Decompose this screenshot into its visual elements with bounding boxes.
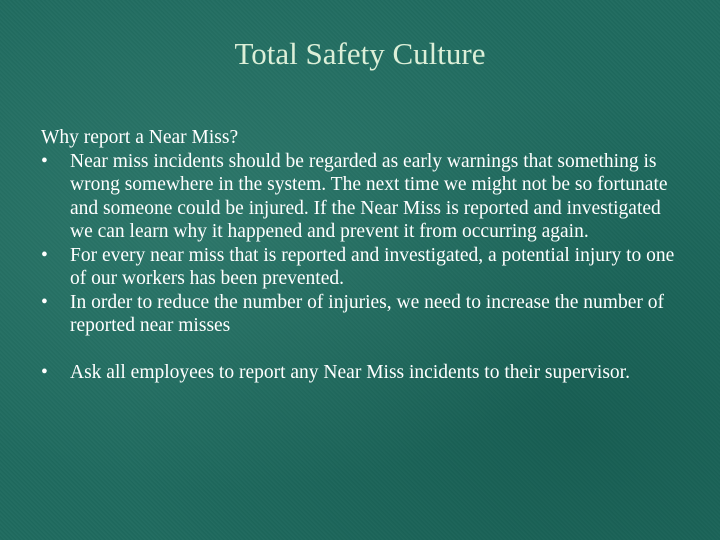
- bullet-text: Near miss incidents should be regarded as early warnings that something is wrong somewhere in the system. The next time we might not be so fortunate and someone could be injured. If the Near Miss is reported and investigated we can learn why it happened and prevent it from occurring again.: [70, 150, 668, 242]
- spacer: [41, 338, 681, 361]
- section-heading: Why report a Near Miss?: [41, 127, 239, 148]
- bullet-text: In order to reduce the number of injuries, we need to increase the number of reported near misses: [70, 291, 664, 336]
- bullet-text: For every near miss that is reported and investigated, a potential injury to one of our workers has been prevented.: [70, 244, 675, 289]
- slide-title: Total Safety Culture: [234, 36, 486, 71]
- bullet-text: Ask all employees to report any Near Miss incidents to their supervisor.: [70, 361, 630, 383]
- slide-body: [41, 126, 681, 384]
- bullet-icon: •: [41, 244, 48, 266]
- bullet-item: [41, 291, 681, 338]
- bullet-list-final: [41, 361, 681, 385]
- bullet-item: [41, 361, 681, 385]
- bullet-list: [41, 150, 681, 338]
- bullet-item: [41, 244, 681, 291]
- bullet-icon: •: [41, 291, 48, 313]
- bullet-item: [41, 150, 681, 244]
- bullet-icon: •: [41, 150, 48, 172]
- bullet-icon: •: [41, 361, 48, 383]
